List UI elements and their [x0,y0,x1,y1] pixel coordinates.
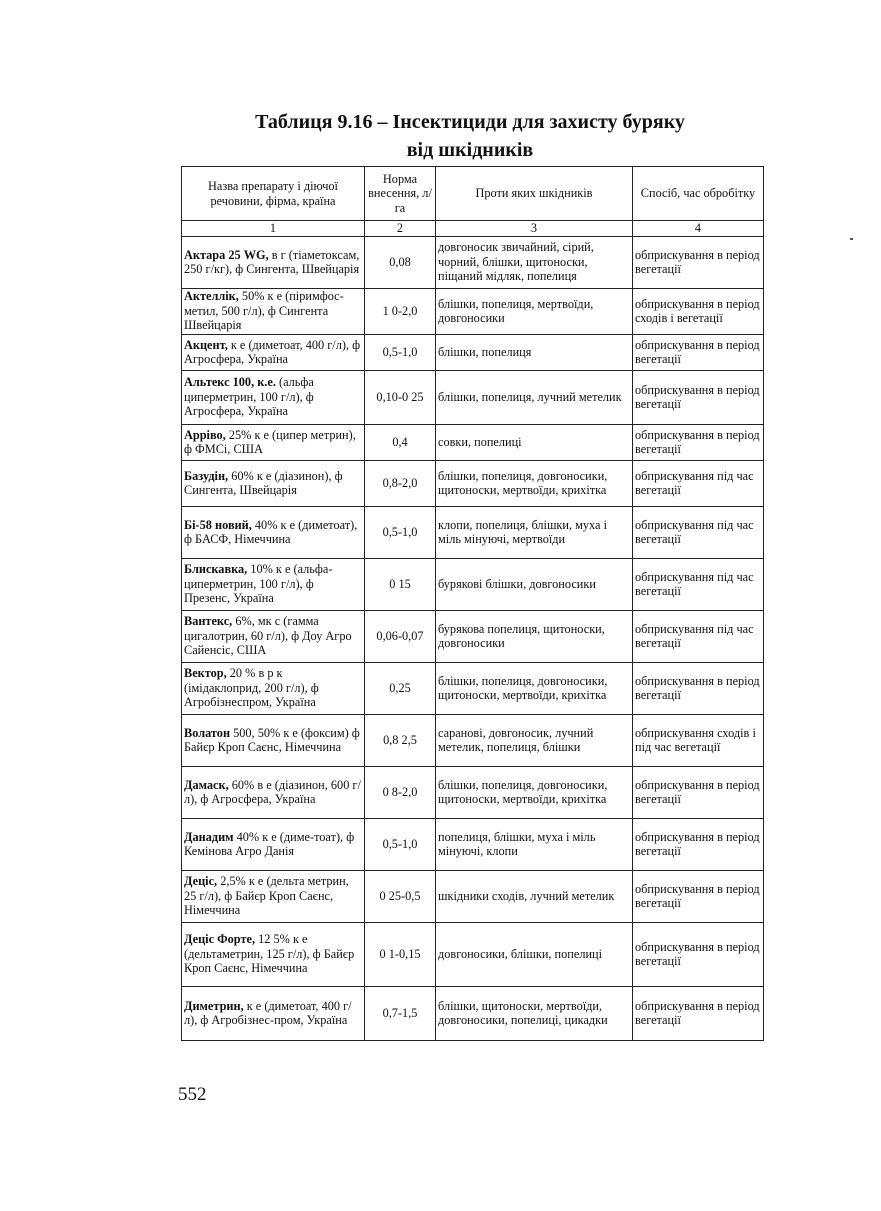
product-details: к е (диметоат, 400 г/л), ф Агросфера, Україна [184,337,361,367]
method-cell: обприскування в період вегетації [633,334,764,370]
product-name: Блискавка, [184,562,248,577]
pests-cell: блішки, попелиця [436,334,633,370]
product-name: Диметрин, [184,998,244,1013]
product-name: Вантекс, [184,614,233,629]
product-name: Дамаск, [184,777,229,792]
table-row [182,236,764,288]
product-name: Базудін, [184,468,229,483]
product-cell [182,424,365,460]
table-row [182,766,764,818]
pests-cell: блішки, попелиця, довгоносики, щитоноски, мертвоїди, крихітка [436,460,633,506]
table-row [182,460,764,506]
table-body [182,236,764,1040]
product-name: Акцент, [184,337,228,352]
method-cell: обприскування під час вегетації [633,610,764,662]
table-row [182,370,764,424]
product-cell [182,662,365,714]
column-number: 3 [436,221,633,237]
table-title [150,108,790,164]
pests-cell: блішки, попелиця, лучний метелик [436,370,633,424]
method-cell: обприскування в період вегетації [633,922,764,986]
product-name: Арріво, [184,427,226,442]
pests-cell: блішки, попелиця, мертвоїди, довгоносики [436,288,633,334]
pests-cell: бурякова попелиця, щитоноски, довгоносики [436,610,633,662]
product-details: 2,5% к е (дельта метрин, 25 г/л), ф Байєр Кроп Саєнс, Німеччина [184,874,349,918]
rate-cell: 0 8-2,0 [365,766,436,818]
pests-cell: блішки, попелиця, довгоносики, щитоноски, мертвоїди, крихітка [436,662,633,714]
insecticides-table [181,166,764,1041]
table-row [182,334,764,370]
product-details: 20 % в р к (імідаклоприд, 200 г/л), ф Агробізнеспром, Україна [184,666,319,710]
product-name: Вектор, [184,666,227,681]
scan-speck [850,238,853,240]
table-row [182,986,764,1040]
product-details: 10% к е (альфа-циперметрин, 100 г/л), ф Презенс, Україна [184,562,333,606]
table-row [182,610,764,662]
pests-cell: саранові, довгоносик, лучний метелик, попелиця, блішки [436,714,633,766]
pests-cell: блішки, попелиця, довгоносики, щитоноски, мертвоїди, крихітка [436,766,633,818]
product-details: 12 5% к е (дельтаметрин, 125 г/л), ф Байєр Кроп Саєнс, Німеччина [184,932,355,976]
method-cell: обприскування під час вегетації [633,558,764,610]
method-cell: обприскування в період вегетації [633,236,764,288]
product-cell [182,714,365,766]
method-cell: обприскування під час вегетації [633,506,764,558]
rate-cell: 0,5-1,0 [365,334,436,370]
product-details: 25% к е (ципер метрин), ф ФМСі, США [184,427,356,457]
page-number: 552 [178,1084,207,1105]
column-number: 2 [365,221,436,237]
table-row [182,922,764,986]
header-pests: Проти яких шкідників [436,167,633,221]
rate-cell: 0,5-1,0 [365,506,436,558]
product-name: Актара 25 WG, [184,247,269,262]
table-row [182,424,764,460]
rate-cell: 0,4 [365,424,436,460]
rate-cell: 0 25-0,5 [365,870,436,922]
product-cell [182,236,365,288]
table-header-row [182,167,764,221]
method-cell: обприскування під час вегетації [633,460,764,506]
pests-cell: блішки, щитоноски, мертвоїди, довгоносики, попелиці, цикадки [436,986,633,1040]
pests-cell: довгоносик звичайний, сірий, чорний, блішки, щитоноски, піщаний мідляк, попелиця [436,236,633,288]
method-cell: обприскування в період сходів і вегетації [633,288,764,334]
product-cell [182,610,365,662]
pests-cell: бурякові блішки, довгоносики [436,558,633,610]
column-number-row [182,221,764,237]
rate-cell: 0,06-0,07 [365,610,436,662]
product-details: 40% к е (диметоат), ф БАСФ, Німеччина [184,517,358,547]
pests-cell: попелиця, блішки, муха і міль мінуючі, клопи [436,818,633,870]
product-cell [182,818,365,870]
rate-cell: 1 0-2,0 [365,288,436,334]
rate-cell: 0,8-2,0 [365,460,436,506]
table-row [182,506,764,558]
rate-cell: 0 15 [365,558,436,610]
pests-cell: клопи, попелиця, блішки, муха і міль мінуючі, мертвоїди [436,506,633,558]
product-details: к е (диметоат, 400 г/л), ф Агробізнес-пром, Україна [184,998,352,1028]
product-name: Актеллік, [184,289,239,304]
product-name: Данадим [184,829,234,844]
product-details: 50% к е (піримфос-метил, 500 г/л), ф Сингента Швейцарія [184,289,344,333]
method-cell: обприскування в період вегетації [633,766,764,818]
method-cell: обприскування в період вегетації [633,870,764,922]
method-cell: обприскування в період вегетації [633,818,764,870]
title-line-2: від шкідників [406,139,534,161]
method-cell: обприскування в період вегетації [633,370,764,424]
product-name: Волатон [184,725,231,740]
column-number: 4 [633,221,764,237]
rate-cell: 0,08 [365,236,436,288]
rate-cell: 0 1-0,15 [365,922,436,986]
product-cell [182,766,365,818]
table-row [182,558,764,610]
title-line-1: Таблиця 9.16 – Інсектициди для захисту буряку [255,111,685,133]
product-details: 6%, мк с (гамма цигалотрин, 60 г/л), ф Доу Агро Сайенсіс, США [184,614,352,658]
rate-cell: 0,5-1,0 [365,818,436,870]
rate-cell: 0,8 2,5 [365,714,436,766]
pests-cell: довгоносики, блішки, попелиці [436,922,633,986]
column-number: 1 [182,221,365,237]
header-rate: Норма внесення, л/га [365,167,436,221]
product-name: Деціс Форте, [184,932,256,947]
product-cell [182,288,365,334]
product-details: 40% к е (диме-тоат), ф Кемінова Агро Данія [184,829,355,859]
product-cell [182,558,365,610]
product-cell [182,986,365,1040]
table-row [182,870,764,922]
pests-cell: шкідники сходів, лучний метелик [436,870,633,922]
method-cell: обприскування в період вегетації [633,424,764,460]
product-cell [182,460,365,506]
product-details: (альфа циперметрин, 100 г/л), ф Агросфера, Україна [184,375,314,419]
method-cell: обприскування в період вегетації [633,662,764,714]
header-method: Спосіб, час обробітку [633,167,764,221]
product-cell [182,922,365,986]
product-details: 60% в е (діазинон, 600 г/л), ф Агросфера, Україна [184,777,361,807]
product-name: Деціс, [184,874,218,889]
product-details: в г (тіаметоксам, 250 г/кг), ф Сингента, Швейцарія [184,247,360,277]
header-name: Назва препарату і діючої речовини, фірма, країна [182,167,365,221]
product-cell [182,506,365,558]
product-cell [182,334,365,370]
rate-cell: 0,7-1,5 [365,986,436,1040]
method-cell: обприскування в період вегетації [633,986,764,1040]
product-name: Бі-58 новий, [184,517,252,532]
method-cell: обприскування сходів і під час вегетації [633,714,764,766]
table-row [182,714,764,766]
table-row [182,288,764,334]
pests-cell: совки, попелиці [436,424,633,460]
product-cell [182,870,365,922]
product-name: Альтекс 100, к.е. [184,375,276,390]
product-cell [182,370,365,424]
product-details: 500, 50% к е (фоксим) ф Байєр Кроп Саєнс, Німеччина [184,725,360,755]
product-details: 60% к е (діазинон), ф Сингента, Швейцарія [184,468,343,498]
rate-cell: 0,25 [365,662,436,714]
rate-cell: 0,10-0 25 [365,370,436,424]
table-row [182,818,764,870]
table-row [182,662,764,714]
